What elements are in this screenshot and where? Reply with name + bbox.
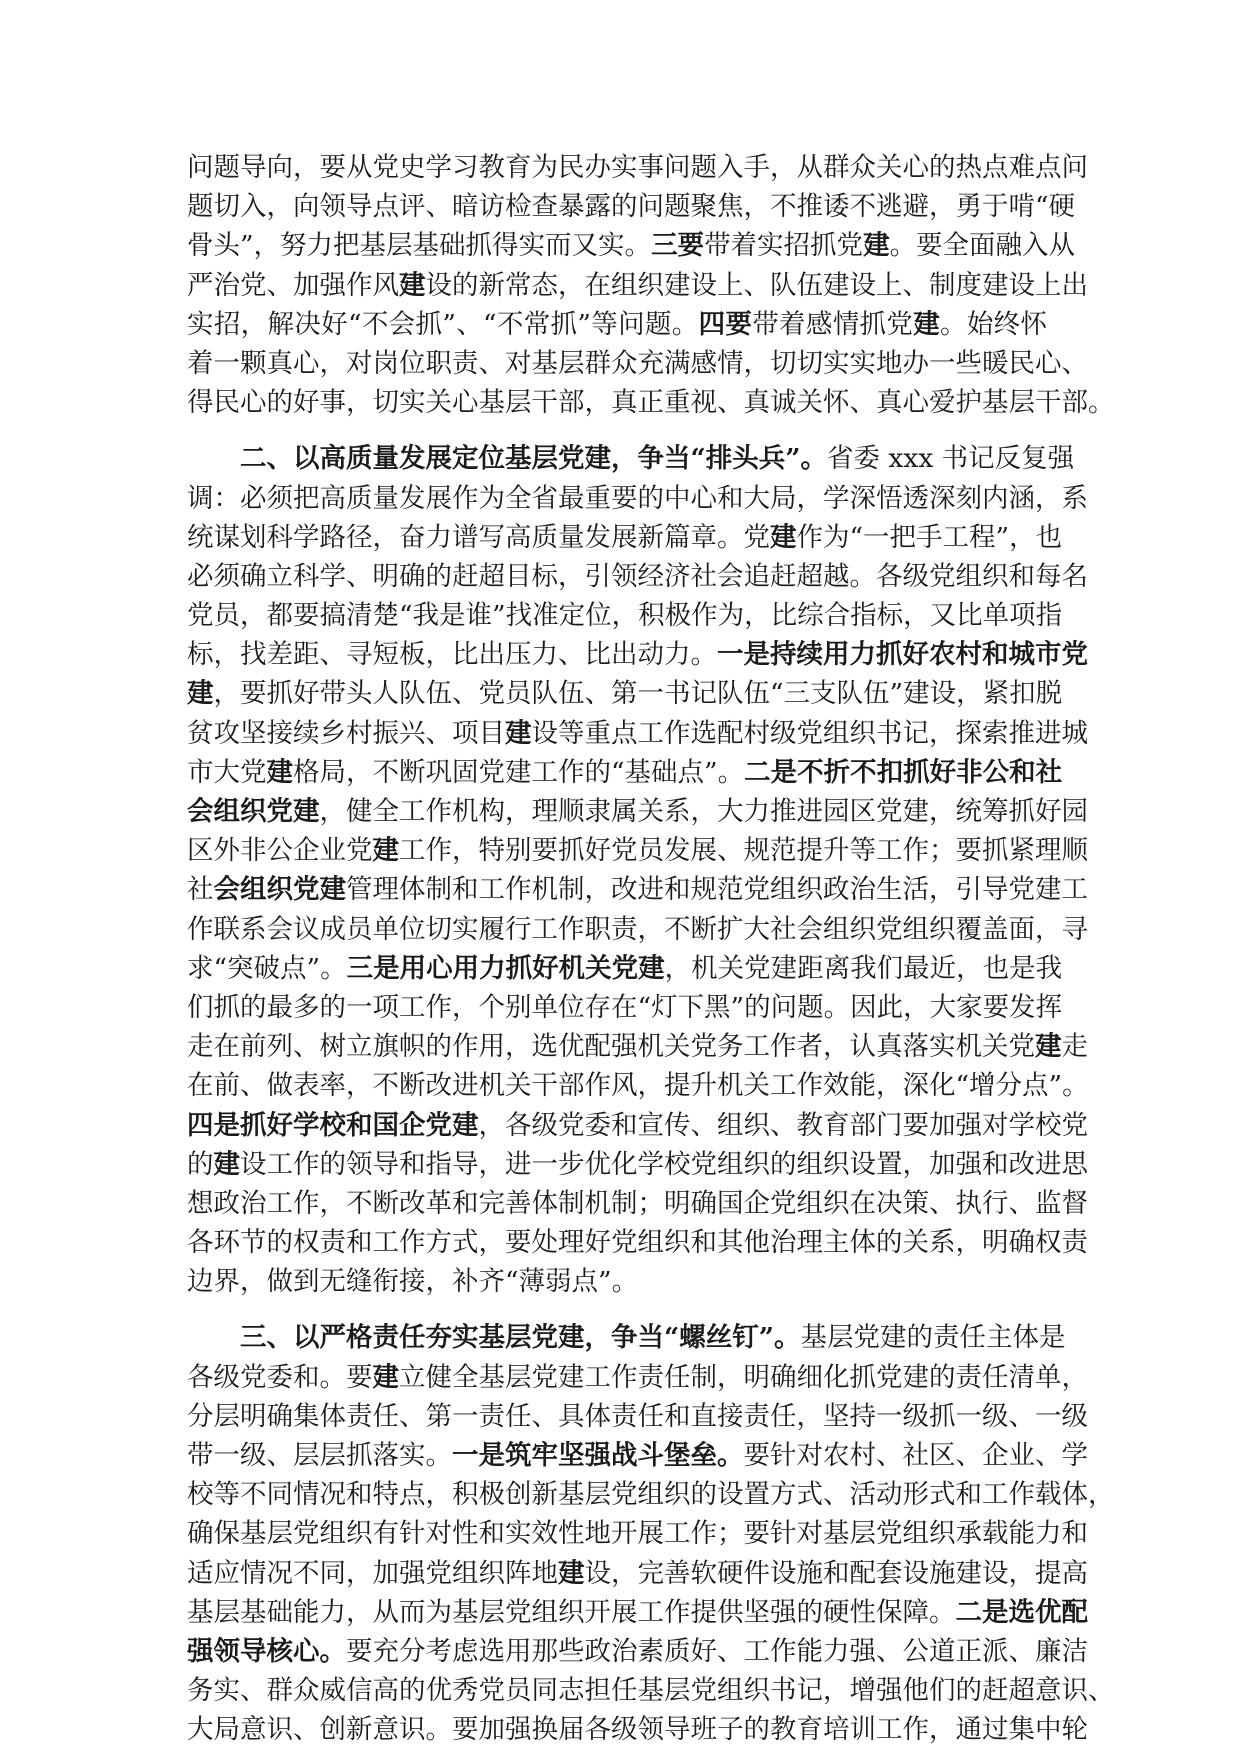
text-line: 社会组织党建管理体制和工作机制，改进和规范党组织政治生活，引导党建工	[187, 874, 1088, 906]
text-line: 的建设工作的领导和指导，进一步优化学校党组织的组织设置，加强和改进思	[187, 1148, 1088, 1180]
paragraph-p2	[187, 439, 1089, 1301]
text-line: 务实、群众威信高的优秀党员同志担任基层党组织书记，增强他们的赶超意识、	[187, 1675, 1115, 1707]
text-line: 着一颗真心，对岗位职责、对基层群众充满感情，切切实实地办一些暖民心、	[187, 347, 1088, 379]
paragraph-p1	[187, 148, 1115, 422]
text-line: 三、以严格责任夯实基层党建，争当“螺丝钉”。基层党建的责任主体是	[240, 1322, 1066, 1354]
text-line: 们抓的最多的一项工作，个别单位存在“灯下黑”的问题。因此，大家要发挥	[187, 991, 1063, 1023]
paragraph-p3	[187, 1318, 1115, 1749]
text-line: 问题导向，要从党史学习教育为民办实事问题入手，从群众关心的热点难点问	[187, 152, 1088, 183]
text-line: 得民心的好事，切实关心基层干部，真正重视、真诚关怀、真心爱护基层干部。	[187, 387, 1115, 419]
text-line: 各级党委和。要建立健全基层党建工作责任制，明确细化抓党建的责任清单，	[187, 1361, 1088, 1393]
text-line: 会组织党建，健全工作机构，理顺隶属关系，大力推进园区党建，统筹抓好园	[187, 796, 1088, 827]
text-line: 作联系会议成员单位切实履行工作职责，不断扩大社会组织党组织覆盖面，寻	[187, 913, 1088, 945]
text-line: 大局意识、创新意识。要加强换届各级领导班子的教育培训工作，通过集中轮	[187, 1714, 1088, 1746]
text-line: 确保基层党组织有针对性和实效性地开展工作；要针对基层党组织承载能力和	[187, 1518, 1088, 1550]
text-line: 适应情况不同，加强党组织阵地建设，完善软硬件设施和配套设施建设，提高	[187, 1557, 1088, 1589]
text-line: 市大党建格局，不断巩固党建工作的“基础点”。二是不折不扣抓好非公和社	[187, 756, 1063, 788]
text-line: 贫攻坚接续乡村振兴、项目建设等重点工作选配村级党组织书记，探索推进城	[187, 717, 1088, 749]
text-line: 带一级、层层抓落实。一是筑牢坚强战斗堡垒。要针对农村、社区、企业、学	[187, 1440, 1088, 1471]
text-line: 严治党、加强作风建设的新常态，在组织建设上、队伍建设上、制度建设上出	[187, 269, 1088, 301]
text-line: 统谋划科学路径，奋力谱写高质量发展新篇章。党建作为“一把手工程”，也	[187, 521, 1063, 553]
text-line: 求“突破点”。三是用心用力抓好机关党建，机关党建距离我们最近，也是我	[187, 952, 1063, 984]
text-line: 题切入，向领导点评、暗访检查暴露的问题聚焦，不推诿不逃避，勇于啃“硬	[187, 191, 1076, 223]
text-line: 标，找差距、寻短板，比出压力、比出动力。一是持续用力抓好农村和城市党	[187, 639, 1088, 671]
text-line: 分层明确集体责任、第一责任、具体责任和直接责任，坚持一级抓一级、一级	[187, 1400, 1088, 1432]
text-line: 必须确立科学、明确的赶超目标，引领经济社会追赶超越。各级党组织和每名	[187, 560, 1088, 592]
document-body	[187, 148, 1115, 1750]
text-line: 在前、做表率，不断改进机关干部作风，提升机关工作效能，深化“增分点”。	[187, 1070, 1089, 1102]
text-line: 边界，做到无缝衔接，补齐“薄弱点”。	[187, 1266, 639, 1298]
text-line: 调：必须把高质量发展作为全省最重要的中心和大局，学深悟透深刻内涵，系	[187, 482, 1088, 514]
text-line: 骨头”，努力把基层基础抓得实而又实。三要带着实招抓党建。要全面融入从	[187, 230, 1076, 262]
text-line: 强领导核心。要充分考虑选用那些政治素质好、工作能力强、公道正派、廉洁	[187, 1635, 1088, 1667]
text-line: 想政治工作，不断改革和完善体制机制；明确国企党组织在决策、执行、监督	[187, 1187, 1088, 1219]
text-line: 区外非公企业党建工作，特别要抓好党员发展、规范提升等工作；要抓紧理顺	[187, 835, 1088, 867]
text-line: 建，要抓好带头人队伍、党员队伍、第一书记队伍“三支队伍”建设，紧扣脱	[187, 678, 1063, 710]
text-line: 党员，都要搞清楚“我是谁”找准定位，积极作为，比综合指标，又比单项指	[187, 600, 1063, 632]
text-line: 走在前列、树立旗帜的作用，选优配强机关党务工作者，认真落实机关党建走	[187, 1031, 1088, 1063]
text-line: 校等不同情况和特点，积极创新基层党组织的设置方式、活动形式和工作载体，	[187, 1479, 1115, 1511]
text-line: 基层基础能力，从而为基层党组织开展工作提供坚强的硬性保障。二是选优配	[187, 1596, 1088, 1628]
text-line: 二、以高质量发展定位基层党建，争当“排头兵”。省委 xxx 书记反复强	[240, 443, 1075, 475]
text-line: 各环节的权责和工作方式，要处理好党组织和其他治理主体的关系，明确权责	[187, 1227, 1088, 1259]
text-line: 四是抓好学校和国企党建，各级党委和宣传、组织、教育部门要加强对学校党	[187, 1109, 1088, 1141]
text-line: 实招，解决好“不会抓”、“不常抓”等问题。四要带着感情抓党建。始终怀	[187, 308, 1047, 340]
